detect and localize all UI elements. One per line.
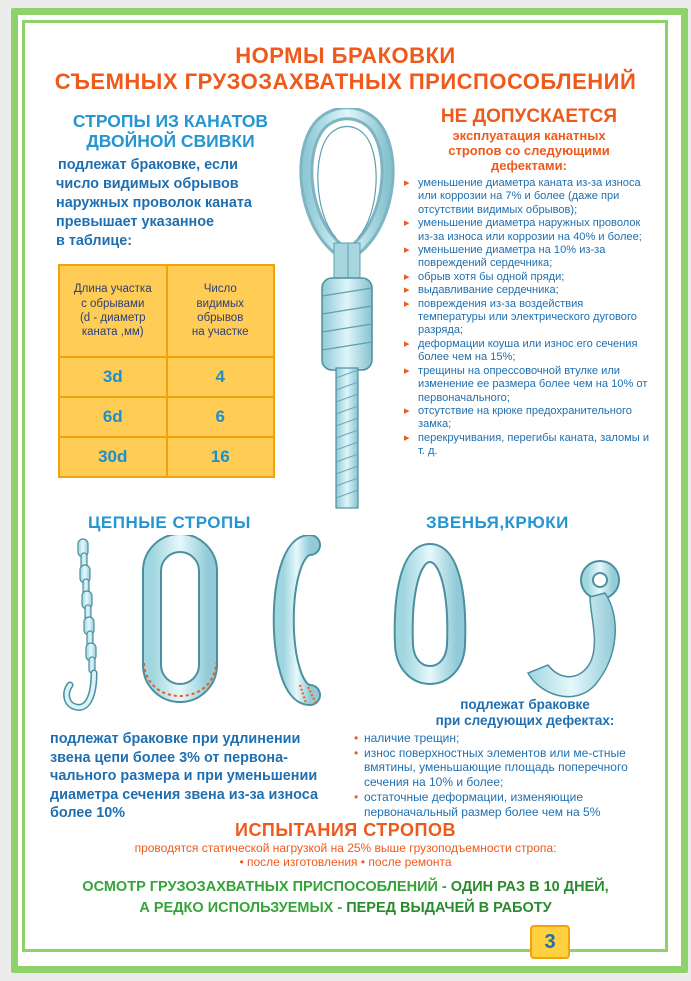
rope-text-line: превышает указанное [56,214,215,230]
list-item: • износ поверхностных элементов или ме-стные вмятины, уменьшающие площадь поперечного сечения на 10% и более; [354,746,664,790]
not-allowed-heading: НЕ ДОПУСКАЕТСЯ [440,106,618,127]
table-header-length [59,265,167,357]
inspection-text-b: ПЕРЕД ВЫДАЧЕЙ В РАБОТУ [346,900,552,916]
header-line: каната ,мм) [81,326,144,339]
header-line: обрывов [197,312,244,324]
inspection-text-b: ОДИН РАЗ В 10 ДНЕЙ, [450,879,609,895]
inspection-text-a: ОСМОТР ГРУЗОЗАХВАТНЫХ ПРИСПОСОБЛЕНИЙ - [82,879,451,895]
not-allowed-subheading [404,128,654,173]
subheading-line: дефектами: [491,158,567,173]
table-cell-breaks: 4 [167,357,275,397]
list-item: ▸ уменьшение диаметра каната из-за износа или коррозии на 7% и более (даже при отсутствии видимых обрывов); [402,177,652,217]
rope-text-line: подлежат браковке, если [58,157,238,173]
links-hooks-heading: ЗВЕНЬЯ,КРЮКИ [426,513,569,532]
header-line: Число [203,283,237,296]
chain-text-line: более 10% [50,805,126,822]
list-item: • наличие трещин; [354,731,664,746]
list-item: ▸ отсутствие на крюке предохранительного замка; [402,405,652,432]
tests-line1: проводятся статической нагрузкой на 25% выше грузоподъемности стропа: [134,841,557,855]
rope-text-line: число видимых обрывов [56,176,239,192]
list-item: ▸ повреждения из-за воздействия температуры или электрического дугового разряда; [402,298,652,338]
rope-text-line: наружных проволок каната [56,195,252,211]
thimble-loop [306,113,387,248]
thimble-inner [318,127,376,239]
rope-slings-heading [48,111,293,151]
table-cell-length: 3d [59,357,167,397]
tests-line2: • после изготовления • после ремонта [239,855,452,869]
inspection-line1 [0,879,691,895]
table-header-row [59,265,274,357]
table-cell-breaks: 6 [167,397,275,437]
subheading-line: стропов со следующими [448,143,610,158]
chain-text-line: чального размера и при уменьшении [50,768,318,785]
hook-icon [528,593,615,697]
list-item: ▸ уменьшение диаметра на 10% из-за повреждений сердечника; [402,244,652,271]
table-row [59,437,274,477]
chain-text-line: диаметра сечения звена из-за износа [50,786,318,803]
table-row [59,357,274,397]
chain-icon [78,539,96,673]
header-line: видимых [196,297,245,310]
subheading-line: подлежат браковке [460,697,590,712]
list-item: ▸ выдавливание сердечника; [402,284,652,297]
table-cell-length: 6d [59,397,167,437]
breakage-norms-table [58,264,275,478]
subheading-line: при следующих дефектах: [435,713,615,728]
links-defects-list [354,731,664,819]
links-hooks-subheading [380,697,670,729]
tests-heading: ИСПЫТАНИЯ СТРОПОВ [235,820,456,840]
table-row [59,397,274,437]
list-item: ▸ обрыв хотя бы одной пряди; [402,271,652,284]
chain-text-line: подлежат браковке при удлинении [50,731,301,747]
table-cell-breaks: 16 [167,437,275,477]
page-title-line2: СЪЕМНЫХ ГРУЗОЗАХВАТНЫХ ПРИСПОСОБЛЕНИЙ [54,69,637,94]
rope-defects-list [402,177,652,459]
inspection-line2 [0,900,691,916]
table-header-breaks [167,265,275,357]
list-item: ▸ уменьшение диаметра наружных проволок из-за износа или коррозии на 40% и более; [402,217,652,244]
table-cell-length: 30d [59,437,167,477]
page-title-line1: НОРМЫ БРАКОВКИ [235,43,456,68]
list-item: ▸ перекручивания, перегибы каната, заломы и т. д. [402,432,652,459]
list-item: ▸ трещины на опрессовочной втулке или изменение ее размера более чем на 10% от первоначального; [402,365,652,405]
subheading-line: эксплуатация канатных [452,128,606,143]
chain-slings-heading: ЦЕПНЫЕ СТРОПЫ [88,513,251,532]
list-item: ▸ деформации коуша или износ его сечения более чем на 15%; [402,338,652,365]
header-line: на участке [191,326,249,339]
rope-slings-heading-line1: СТРОПЫ ИЗ КАНАТОВ [72,111,269,131]
rope-text-line: в таблице: [56,233,133,249]
page-number: 3 [530,925,570,959]
rope-slings-heading-line2: ДВОЙНОЙ СВИВКИ [86,131,255,152]
chain-slings-text [50,730,350,823]
rope-sling-illustration [292,108,402,513]
header-line: (d - диаметр [79,312,146,324]
inspection-text-a: А РЕДКО ИСПОЛЬЗУЕМЫХ - [139,900,347,916]
chain-text-line: звена цепи более 3% от первона- [50,749,288,766]
header-line: с обрывами [81,297,145,310]
list-item: • остаточные деформации, изменяющие первоначальный размер более чем на 5% [354,790,664,819]
rope-slings-text [56,156,296,251]
header-line: Длина участка [73,283,152,296]
